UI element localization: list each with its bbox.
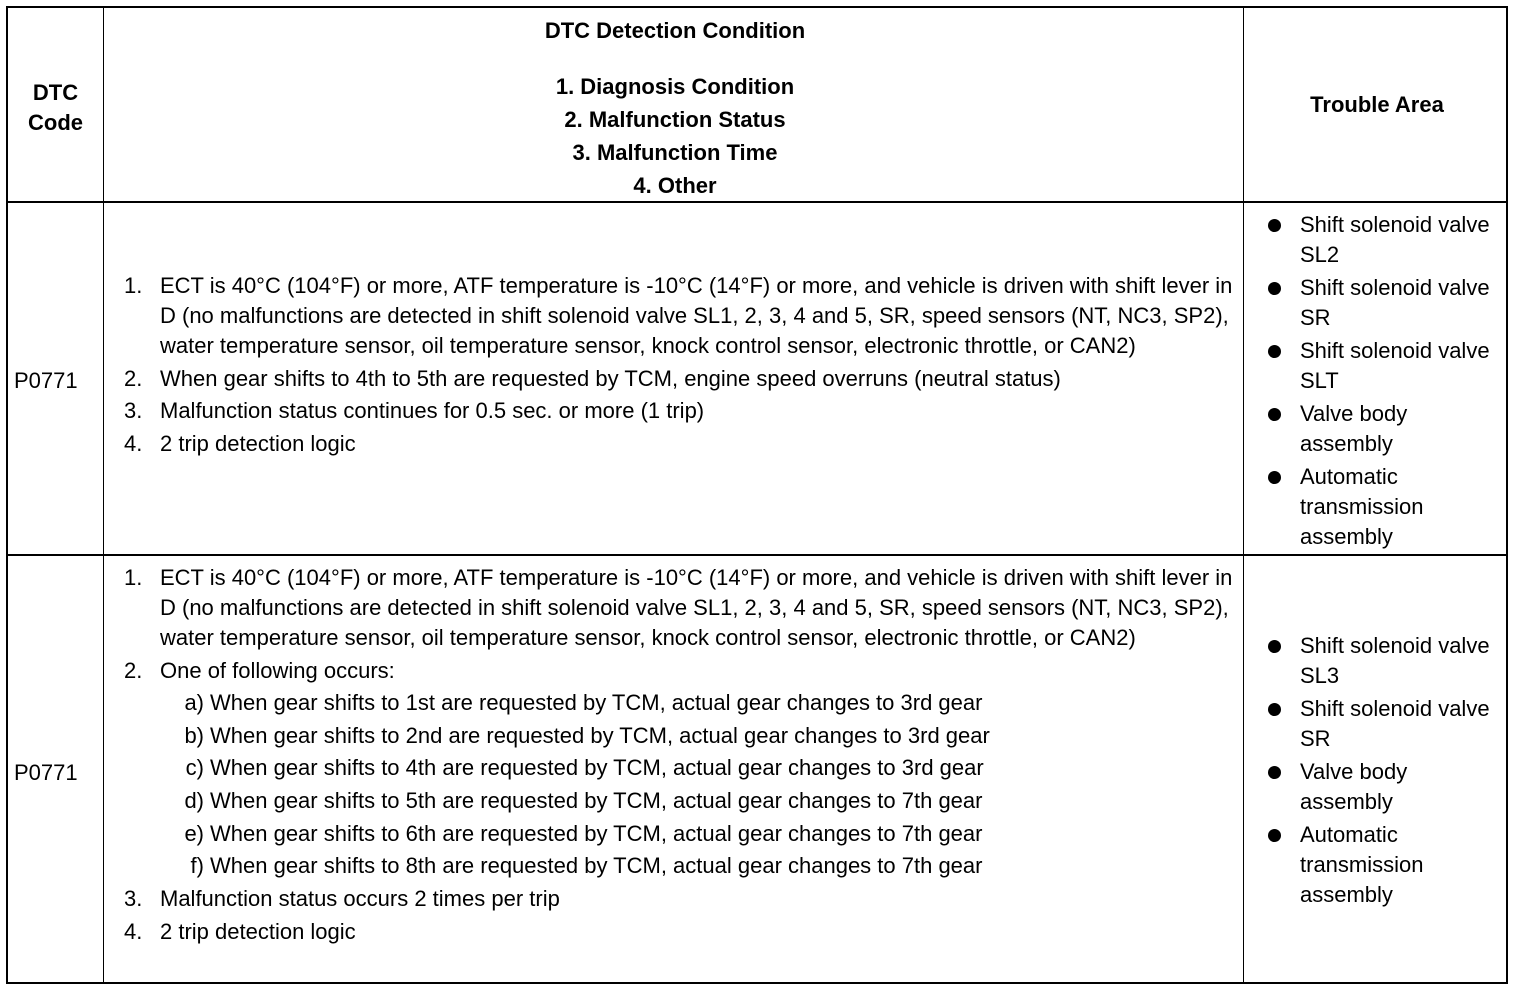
row1-dtc-code: P0771: [14, 368, 78, 393]
condition-item: 2. One of following occurs:: [124, 657, 395, 683]
header-dtc-code: [8, 78, 103, 138]
header-dtc-code-line2: Code: [28, 110, 83, 135]
sub-condition-item: a) When gear shifts to 1st are requested by TCM, actual gear changes to 3rd gear: [184, 690, 983, 715]
bullet-icon: [1268, 282, 1281, 295]
trouble-area-item: Automatic transmission assembly: [1266, 462, 1506, 552]
row1-conditions: [124, 271, 1244, 461]
bullet-icon: [1268, 703, 1281, 716]
bullet-icon: [1268, 829, 1281, 842]
bullet-icon: [1268, 219, 1281, 232]
header-detection-condition: [105, 16, 1245, 202]
trouble-area-item: Valve body assembly: [1266, 399, 1506, 459]
condition-item: 2. When gear shifts to 4th to 5th are requested by TCM, engine speed overruns (neutral status): [124, 365, 1061, 391]
sub-condition-item: b) When gear shifts to 2nd are requested by TCM, actual gear changes to 3rd gear: [184, 722, 990, 748]
bullet-icon: [1268, 408, 1281, 421]
trouble-area-item: Shift solenoid valve SL3: [1266, 631, 1506, 691]
trouble-area-item: Valve body assembly: [1266, 757, 1506, 817]
row2-trouble-areas: [1266, 631, 1506, 913]
bullet-icon: [1268, 345, 1281, 358]
row2-conditions: [124, 563, 1244, 949]
condition-item: 4. 2 trip detection logic: [124, 430, 356, 456]
condition-item: 4. 2 trip detection logic: [124, 918, 356, 944]
header-detection-item: 2. Malfunction Status: [564, 107, 786, 132]
trouble-area-item: Shift solenoid valve SLT: [1266, 336, 1506, 396]
trouble-area-item: Automatic transmission assembly: [1266, 820, 1506, 910]
dtc-table: [6, 6, 1508, 984]
header-detection-title: DTC Detection Condition: [544, 18, 806, 43]
sub-condition-item: f) When gear shifts to 8th are requested by TCM, actual gear changes to 7th gear: [190, 853, 983, 879]
row2-dtc-code: P0771: [14, 760, 78, 785]
sub-condition-item: d) When gear shifts to 5th are requested by TCM, actual gear changes to 7th gear: [184, 788, 983, 814]
column-divider-1: [103, 8, 104, 982]
sub-condition-item: c) When gear shifts to 4th are requested by TCM, actual gear changes to 3rd gear: [185, 755, 984, 781]
trouble-area-item: Shift solenoid valve SL2: [1266, 210, 1506, 270]
header-detection-item: 3. Malfunction Time: [572, 140, 778, 165]
header-dtc-code-line1: DTC: [32, 80, 79, 105]
bullet-icon: [1268, 766, 1281, 779]
row1-trouble-areas: [1266, 210, 1506, 555]
condition-item: 3. Malfunction status continues for 0.5 sec. or more (1 trip): [124, 398, 705, 423]
condition-item: 1. ECT is 40°C (104°F) or more, ATF temperature is -10°C (14°F) or more, and vehicle is driven with shift lever in D (no malfunctions are detected in shift solenoid valve SL1, 2, 3, 4 and 5, SR, speed sensors (NT, NC3, SP2), water temperature sensor, oil temperature sensor, knock control sensor, electronic throttle, or CAN2): [124, 565, 1233, 650]
condition-item: 3. Malfunction status occurs 2 times per trip: [124, 886, 560, 912]
header-detection-item: 4. Other: [633, 173, 717, 198]
header-detection-item: 1. Diagnosis Condition: [555, 74, 795, 99]
header-trouble-area: Trouble Area: [1310, 92, 1444, 117]
sub-condition-item: e) When gear shifts to 6th are requested by TCM, actual gear changes to 7th gear: [184, 820, 983, 846]
condition-item: 1. ECT is 40°C (104°F) or more, ATF temperature is -10°C (14°F) or more, and vehicle is driven with shift lever in D (no malfunctions are detected in shift solenoid valve SL1, 2, 3, 4 and 5, SR, speed sensors (NT, NC3, SP2), water temperature sensor, oil temperature sensor, knock control sensor, electronic throttle, or CAN2): [124, 273, 1233, 358]
bullet-icon: [1268, 640, 1281, 653]
trouble-area-item: Shift solenoid valve SR: [1266, 273, 1506, 333]
bullet-icon: [1268, 471, 1281, 484]
trouble-area-item: Shift solenoid valve SR: [1266, 694, 1506, 754]
